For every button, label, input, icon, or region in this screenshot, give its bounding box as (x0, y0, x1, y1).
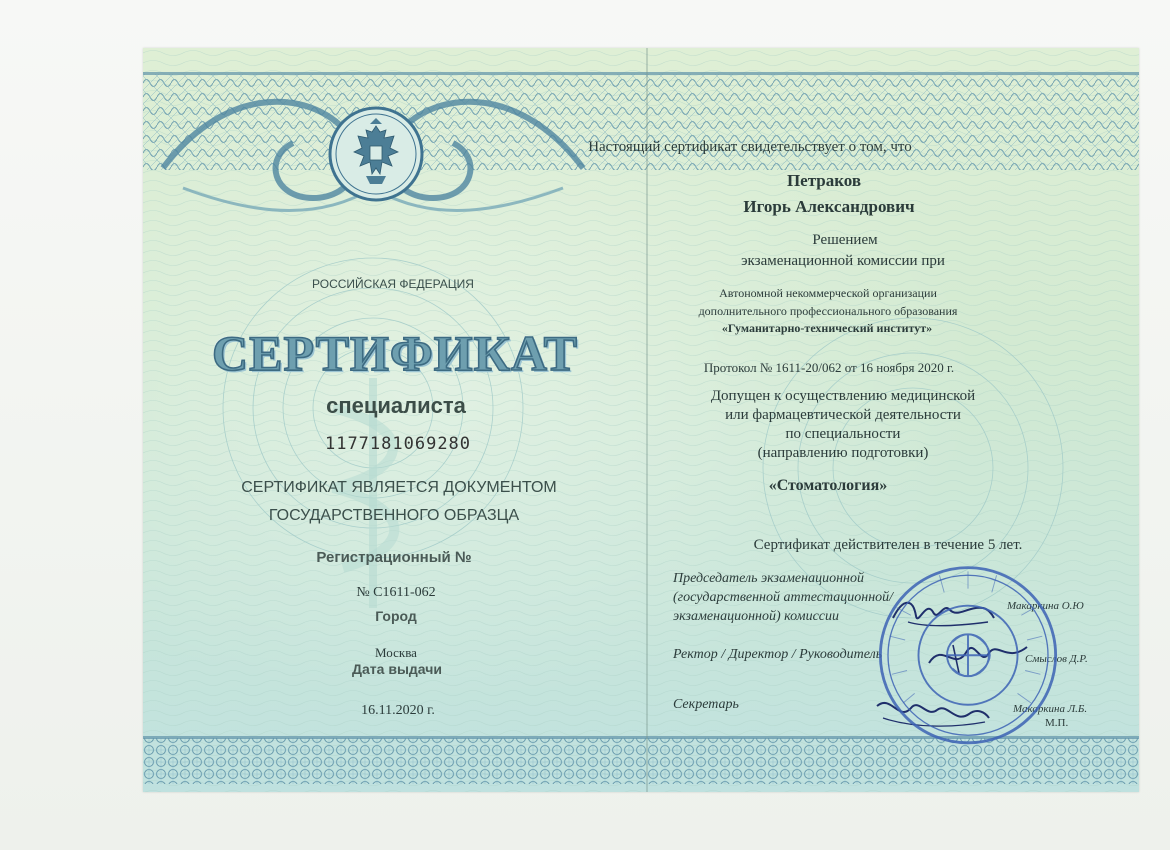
center-fold (646, 48, 648, 792)
rector-line: Ректор / Директор / Руководитель (673, 647, 883, 662)
protocol-line: Протокол № 1611-20/062 от 16 ноября 2020 г. (703, 360, 955, 375)
registration-label: Регистрационный № (316, 549, 472, 566)
city-value: Москва (375, 645, 417, 660)
issue-date-value: 16.11.2020 г. (361, 703, 435, 718)
chair-line1: Председатель экзаменационной (673, 571, 864, 586)
chair-line2: (государственной аттестационной/ (673, 590, 894, 605)
certificate-number: 1177181069280 (324, 434, 472, 454)
admission-line2: или фармацевтической деятельности (725, 407, 961, 423)
secretary-name: Макаркина Л.Б. (1013, 703, 1088, 715)
admission-line1: Допущен к осуществлению медицинской (710, 388, 976, 404)
certificate-title: СЕРТИФИКАТ (211, 325, 579, 381)
org-line3: «Гуманитарно-технический институт» (721, 321, 933, 335)
admission-line3: по специальности (785, 426, 901, 442)
decision-line1: Решением (812, 232, 878, 248)
certificate (143, 48, 1139, 792)
validity-line: Сертификат действителен в течение 5 лет. (753, 537, 1023, 553)
state-doc-line2: ГОСУДАРСТВЕННОГО ОБРАЗЦА (268, 507, 520, 524)
registration-value: № С1611-062 (356, 585, 436, 600)
org-line2: дополнительного профессионального образования (698, 304, 958, 318)
rector-name: Смыслов Д.Р. (1025, 653, 1088, 665)
seal-place-label: М.П. (1045, 717, 1069, 729)
admission-line4: (направлению подготовки) (757, 445, 929, 461)
issue-date-label: Дата выдачи (352, 661, 442, 677)
specialty-value: «Стоматология» (768, 477, 888, 494)
chair-name: Макаркина О.Ю (1007, 600, 1084, 612)
round-seal-stamp (848, 560, 1088, 760)
holder-name: Игорь Александрович (743, 197, 915, 216)
certificate-subtitle: специалиста (326, 393, 466, 418)
secretary-label: Секретарь (673, 697, 739, 712)
country-label: РОССИЙСКАЯ ФЕДЕРАЦИЯ (312, 277, 474, 291)
org-line1: Автономной некоммерческой организации (719, 286, 937, 300)
chair-line3: экзаменационной) комиссии (673, 609, 839, 624)
city-label: Город (375, 608, 417, 624)
decision-line2: экзаменационной комиссии при (741, 253, 945, 269)
intro-text: Настоящий сертификат свидетельствует о том, что (588, 139, 912, 155)
holder-surname: Петраков (786, 171, 862, 190)
state-doc-line1: СЕРТИФИКАТ ЯВЛЯЕТСЯ ДОКУМЕНТОМ (241, 479, 557, 496)
russian-coat-of-arms-icon (326, 104, 426, 204)
